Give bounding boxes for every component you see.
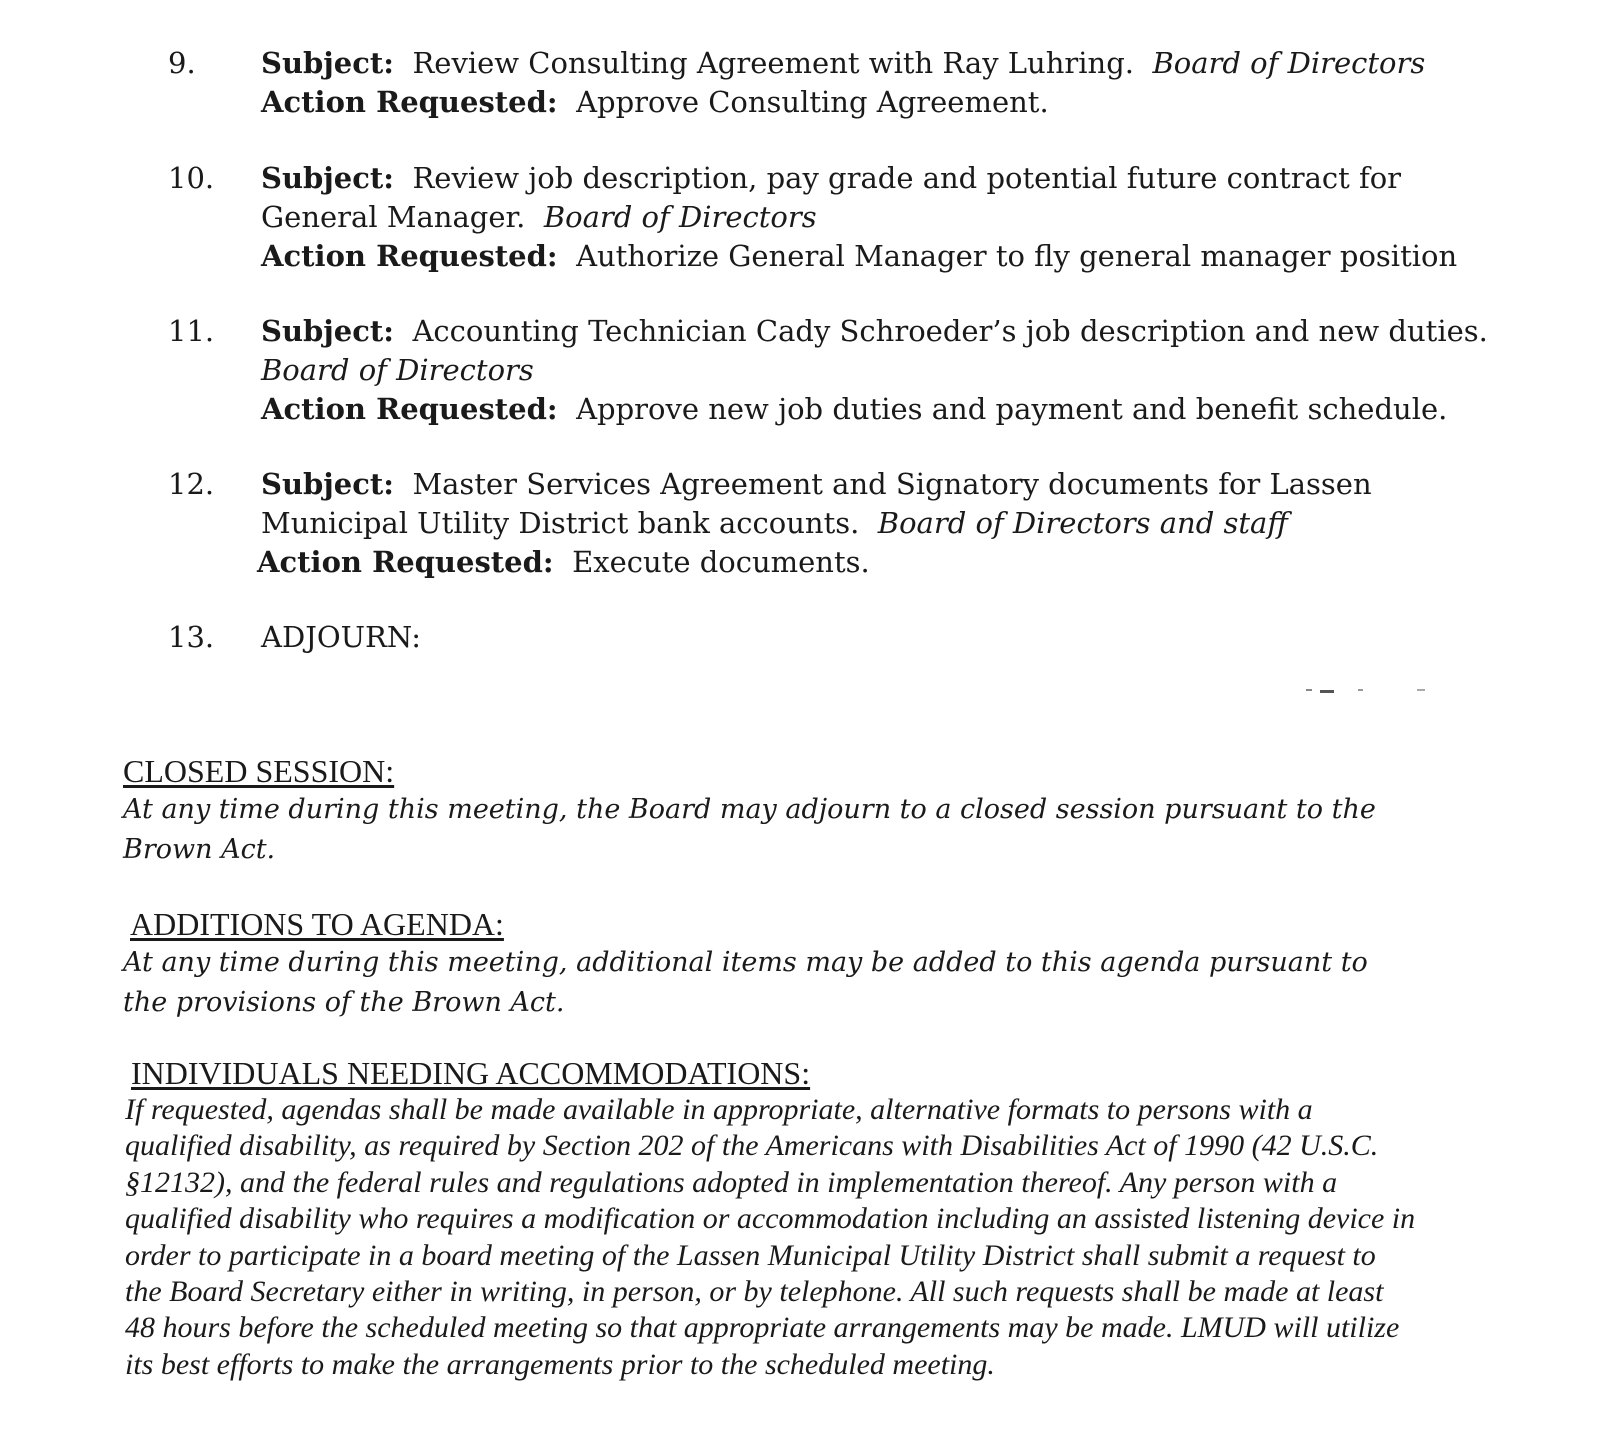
subject-actor: Board of Directors xyxy=(1152,46,1426,80)
accommodations-line: 48 hours before the scheduled meeting so that appropriate arrangements may be made. LMUD will utilize xyxy=(125,1311,1400,1345)
item-number: 12. xyxy=(168,467,215,501)
accommodations-line: order to participate in a board meeting of the Lassen Municipal Utility District shall submit a request to xyxy=(125,1238,1376,1272)
subject-line xyxy=(261,465,1551,504)
accommodations-line: the Board Secretary either in writing, in person, or by telephone. All such requests shall be made at least xyxy=(125,1275,1384,1309)
subject-label: Subject: xyxy=(261,314,395,348)
closed-session-section xyxy=(123,752,1543,870)
accommodations-section xyxy=(125,1054,1551,1383)
subject-line xyxy=(261,44,1551,83)
subject-text: Master Services Agreement and Signatory documents for Lassen xyxy=(412,467,1372,501)
action-text: Execute documents. xyxy=(572,545,870,579)
subject-line-2 xyxy=(261,504,1551,543)
action-line xyxy=(261,83,1551,122)
accommodations-line: qualified disability who requires a modification or accommodation including an assisted listening device in xyxy=(125,1202,1416,1236)
item-number: 10. xyxy=(168,161,215,195)
scan-speck xyxy=(1417,689,1425,691)
action-label: Action Requested: xyxy=(261,85,558,119)
action-line xyxy=(261,390,1551,429)
closed-session-text xyxy=(123,790,1543,870)
item-number: 11. xyxy=(168,314,215,348)
subject-text-2: General Manager. xyxy=(261,200,526,234)
item-number: 9. xyxy=(168,46,196,80)
action-label: Action Requested: xyxy=(261,392,558,426)
subject-label: Subject: xyxy=(261,46,395,80)
action-text: Approve Consulting Agreement. xyxy=(576,85,1049,119)
additions-line: the provisions of the Brown Act. xyxy=(123,987,565,1018)
additions-heading: ADDITIONS TO AGENDA: xyxy=(130,906,504,942)
item-body xyxy=(261,44,1551,122)
subject-actor: Board of Directors and staff xyxy=(877,506,1288,540)
closed-session-heading: CLOSED SESSION: xyxy=(123,753,395,789)
item-number: 13. xyxy=(168,620,215,654)
subject-line-2 xyxy=(261,198,1551,237)
action-label: Action Requested: xyxy=(257,545,554,579)
item-body xyxy=(261,159,1551,276)
accommodations-line: If requested, agendas shall be made available in appropriate, alternative formats to persons with a xyxy=(125,1093,1313,1126)
accommodations-text xyxy=(125,1092,1505,1383)
subject-label: Subject: xyxy=(261,161,395,195)
scan-speck xyxy=(1358,689,1363,691)
action-text: Authorize General Manager to fly general manager position xyxy=(576,239,1458,273)
subject-text: Review Consulting Agreement with Ray Luhring. xyxy=(412,46,1135,80)
accommodations-heading: INDIVIDUALS NEEDING ACCOMMODATIONS: xyxy=(131,1055,811,1091)
scan-speck xyxy=(1320,690,1334,693)
subject-actor: Board of Directors xyxy=(261,353,534,387)
item-body xyxy=(261,618,1551,657)
additions-text xyxy=(123,943,1550,1023)
accommodations-line: qualified disability, as required by Section 202 of the Americans with Disabilities Act of 1990 (42 U.S.C. xyxy=(125,1129,1379,1163)
subject-text-2: Municipal Utility District bank accounts. xyxy=(261,506,860,540)
additions-line: At any time during this meeting, additional items may be added to this agenda pursuant to xyxy=(123,947,1368,978)
subject-actor: Board of Directors xyxy=(543,200,817,234)
adjourn-text: ADJOURN: xyxy=(261,620,421,654)
subject-text: Accounting Technician Cady Schroeder’s job description and new duties. xyxy=(412,314,1488,348)
item-body xyxy=(261,312,1551,429)
closed-session-line: At any time during this meeting, the Board may adjourn to a closed session pursuant to the xyxy=(123,794,1376,825)
action-label: Action Requested: xyxy=(261,239,558,273)
action-text: Approve new job duties and payment and benefit schedule. xyxy=(576,392,1448,426)
subject-text: Review job description, pay grade and potential future contract for xyxy=(412,161,1402,195)
closed-session-line: Brown Act. xyxy=(123,834,276,865)
item-body xyxy=(257,465,1551,582)
subject-line xyxy=(261,159,1551,198)
action-line xyxy=(257,543,1551,582)
action-line xyxy=(261,237,1551,276)
accommodations-line: its best efforts to make the arrangements prior to the scheduled meeting. xyxy=(125,1347,995,1381)
scan-speck xyxy=(1306,689,1312,691)
additions-section xyxy=(123,905,1550,1023)
subject-label: Subject: xyxy=(261,467,395,501)
accommodations-line: §12132), and the federal rules and regulations adopted in implementation thereof. Any person with a xyxy=(125,1165,1338,1199)
subject-line xyxy=(261,312,1551,351)
